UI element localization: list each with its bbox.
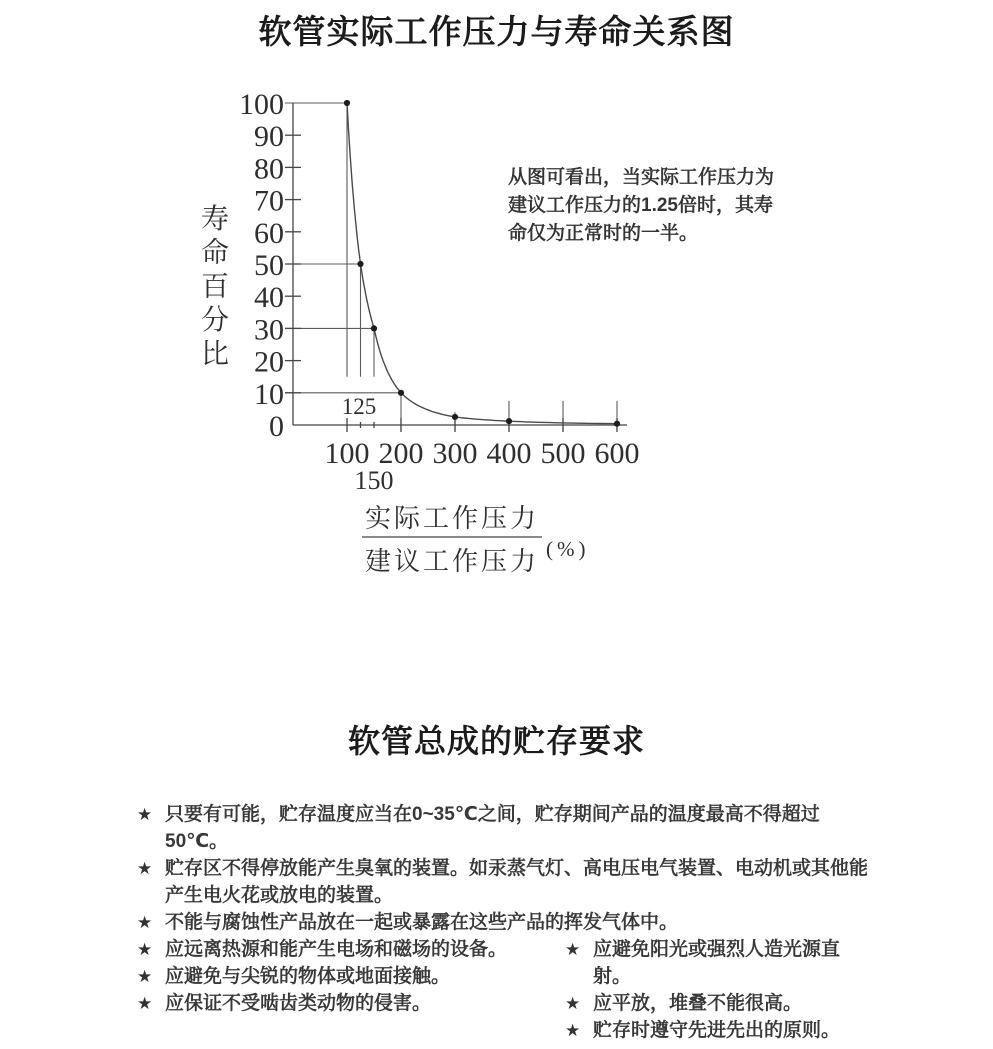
inner-point-label: 125 xyxy=(341,394,377,419)
storage-requirements-list xyxy=(137,801,877,1044)
list-item xyxy=(565,1017,877,1044)
data-point xyxy=(452,414,458,420)
list-item xyxy=(137,909,877,936)
annotation-line-3: 命仅为正常时的一半。 xyxy=(508,223,699,244)
data-point xyxy=(506,418,512,424)
x-axis-unit-label: (%) xyxy=(546,537,590,561)
star-bullet-icon: ★ xyxy=(565,994,581,1013)
chart-title: 软管实际工作压力与寿命关系图 xyxy=(258,13,735,50)
data-point xyxy=(344,100,350,106)
y-tick-label: 0 xyxy=(269,410,284,443)
annotation-line-1: 从图可看出，当实际工作压力为 xyxy=(508,167,775,188)
star-bullet-icon: ★ xyxy=(137,913,153,932)
y-tick-label: 70 xyxy=(254,184,284,218)
data-point xyxy=(398,390,404,396)
chart-annotation xyxy=(508,164,908,248)
list-item xyxy=(137,963,565,990)
x-tick-label: 300 xyxy=(432,437,478,470)
data-point xyxy=(614,421,620,427)
y-tick-label: 90 xyxy=(254,120,284,154)
y-tick-label: 10 xyxy=(254,377,284,411)
list-item-text: 只要有可能，贮存温度应当在0~35℃之间，贮存期间产品的温度最高不得超过50℃。 xyxy=(165,804,820,852)
y-tick-label: 80 xyxy=(254,152,284,186)
life-curve xyxy=(347,103,617,424)
star-bullet-icon: ★ xyxy=(565,940,581,959)
list-item-text: 应保证不受啮齿类动物的侵害。 xyxy=(165,993,432,1014)
list-item xyxy=(137,936,565,963)
x-tick-label: 200 xyxy=(378,437,424,470)
list-item-text: 不能与腐蚀性产品放在一起或暴露在这些产品的挥发气体中。 xyxy=(165,912,679,933)
two-column-list xyxy=(137,936,877,1044)
star-bullet-icon: ★ xyxy=(137,940,153,959)
list-item xyxy=(137,801,877,855)
list-item xyxy=(565,990,877,1017)
x-tick-label: 400 xyxy=(486,437,532,470)
list-item-text: 应平放，堆叠不能很高。 xyxy=(593,993,803,1014)
data-point xyxy=(371,325,377,331)
x-axis-label-denominator: 建议工作压力 xyxy=(364,547,540,576)
data-point xyxy=(357,261,363,267)
star-bullet-icon: ★ xyxy=(137,859,153,878)
list-item-text: 贮存时遵守先进先出的原则。 xyxy=(593,1020,841,1041)
y-tick-label: 100 xyxy=(239,88,284,121)
x-tick-label: 500 xyxy=(540,437,586,470)
y-tick-label: 60 xyxy=(254,216,284,250)
y-axis-label-char: 寿 xyxy=(200,204,230,235)
list-item xyxy=(137,990,565,1017)
storage-section-title: 软管总成的贮存要求 xyxy=(347,723,645,759)
right-column xyxy=(565,936,877,1044)
x-axis-label-numerator: 实际工作压力 xyxy=(364,504,540,533)
y-axis-label-char: 百 xyxy=(200,271,230,303)
list-item-text: 应避免与尖锐的物体或地面接触。 xyxy=(165,966,451,987)
x-tick-label: 600 xyxy=(594,437,640,470)
star-bullet-icon: ★ xyxy=(137,994,153,1013)
y-axis-label-char: 分 xyxy=(200,305,230,337)
star-bullet-icon: ★ xyxy=(565,1021,581,1040)
x-tick-label: 100 xyxy=(324,437,370,470)
annotation-line-2: 建议工作压力的1.25倍时，其寿 xyxy=(508,195,773,216)
y-tick-label: 40 xyxy=(254,281,284,315)
left-column xyxy=(137,936,565,1044)
y-tick-label: 50 xyxy=(254,249,284,282)
y-tick-label: 30 xyxy=(254,313,284,347)
list-item-text: 应避免阳光或强烈人造光源直射。 xyxy=(593,939,841,987)
y-axis-label-char: 命 xyxy=(200,237,230,269)
list-item xyxy=(137,855,877,909)
y-axis-label-char: 比 xyxy=(200,338,230,370)
list-item-text: 应远离热源和能产生电场和磁场的设备。 xyxy=(165,939,508,960)
star-bullet-icon: ★ xyxy=(137,967,153,986)
x-sub-tick-label: 150 xyxy=(354,466,394,495)
list-item xyxy=(565,936,877,990)
star-bullet-icon: ★ xyxy=(137,805,153,824)
list-item-text: 贮存区不得停放能产生臭氧的装置。如汞蒸气灯、高电压电气装置、电动机或其他能 产生电火花或放电的装置。 xyxy=(165,858,869,906)
y-tick-label: 20 xyxy=(254,345,284,379)
